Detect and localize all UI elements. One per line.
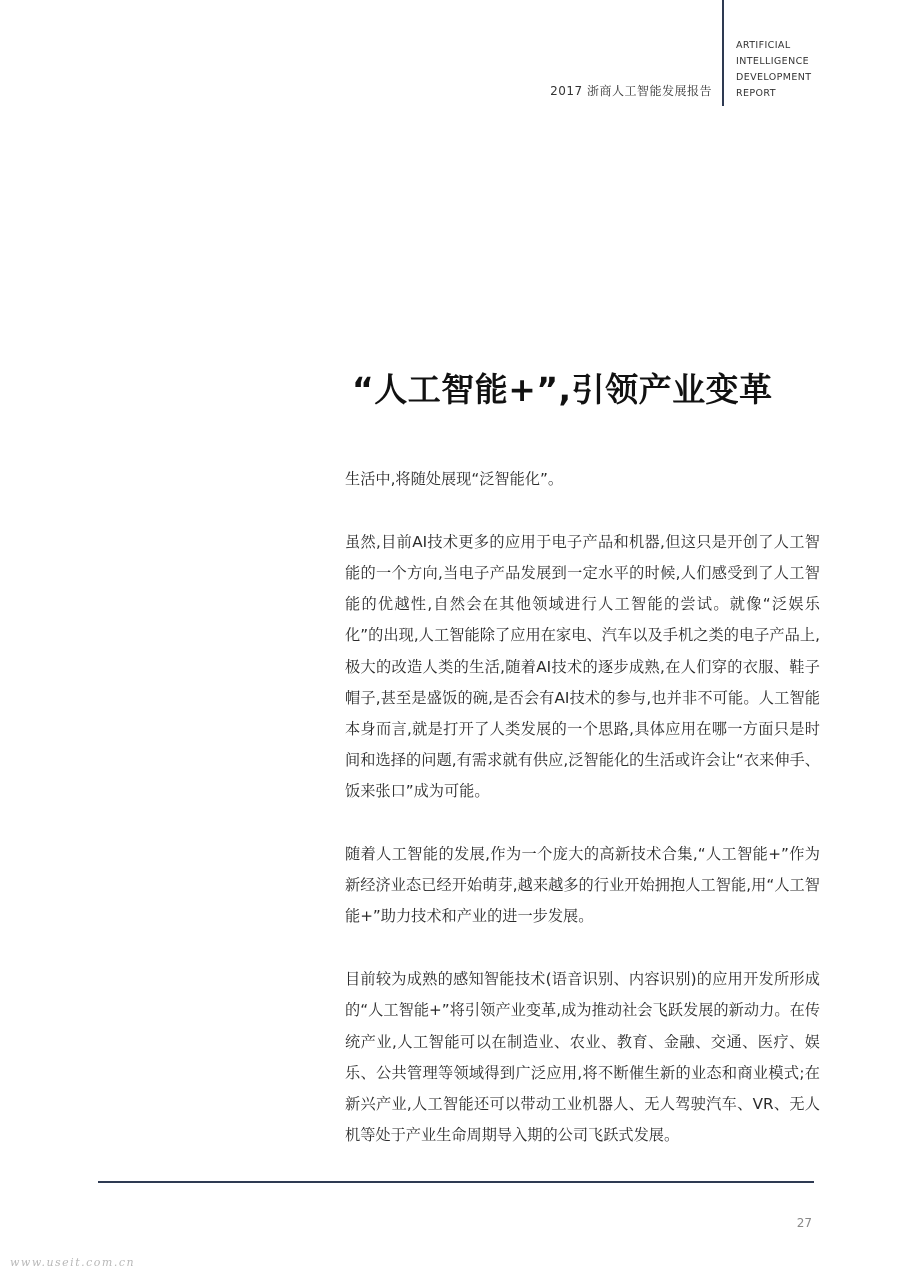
- page-number: 27: [796, 1216, 812, 1230]
- side-line-2: INTELLIGENCE: [736, 56, 810, 67]
- header-divider: [722, 0, 724, 106]
- report-side-label: [736, 38, 812, 102]
- watermark: www.useit.com.cn: [10, 1256, 136, 1269]
- side-line-4: REPORT: [736, 88, 776, 99]
- footer-divider: [98, 1181, 814, 1183]
- paragraph-ai-plus: 随着人工智能的发展,作为一个庞大的高新技术合集,“人工智能+”作为新经济业态已经开始萌芽,越来越多的行业开始拥抱人工智能,用“人工智能+”助力技术和产业的进一步发展。: [345, 845, 820, 926]
- report-title: 2017 浙商人工智能发展报告: [550, 84, 712, 98]
- paragraph-ai-application: 虽然,目前AI技术更多的应用于电子产品和机器,但这只是开创了人工智能的一个方向,当电子产品发展到一定水平的时候,人们感受到了人工智能的优越性,自然会在其他领域进行人工智能的尝试。就像“泛娱乐化”的出现,人工智能除了应用在家电、汽车以及手机之类的电子产品上,极大的改造人类的生活,随着AI技术的逐步成熟,在人们穿的衣服、鞋子帽子,甚至是盛饭的碗,是否会有AI技术的参与,也并非不可能。人工智能本身而言,就是打开了人类发展的一个思路,具体应用在哪一方面只是时间和选择的问题,有需求就有供应,泛智能化的生活或许会让“衣来伸手、饭来张口”成为可能。: [345, 532, 820, 801]
- paragraph-intro: 生活中,将随处展现“泛智能化”。: [345, 470, 564, 488]
- section-title: “人工智能+”,引领产业变革: [352, 370, 773, 410]
- side-line-1: ARTIFICIAL: [736, 40, 791, 51]
- paragraph-industry-change: 目前较为成熟的感知智能技术(语音识别、内容识别)的应用开发所形成的“人工智能+”将引领产业变革,成为推动社会飞跃发展的新动力。在传统产业,人工智能可以在制造业、农业、教育、金融、交通、医疗、娱乐、公共管理等领域得到广泛应用,将不断催生新的业态和商业模式;在新兴产业,人工智能还可以带动工业机器人、无人驾驶汽车、VR、无人机等处于产业生命周期导入期的公司飞跃式发展。: [345, 970, 820, 1145]
- article-body: [345, 464, 820, 1183]
- side-line-3: DEVELOPMENT: [736, 72, 812, 83]
